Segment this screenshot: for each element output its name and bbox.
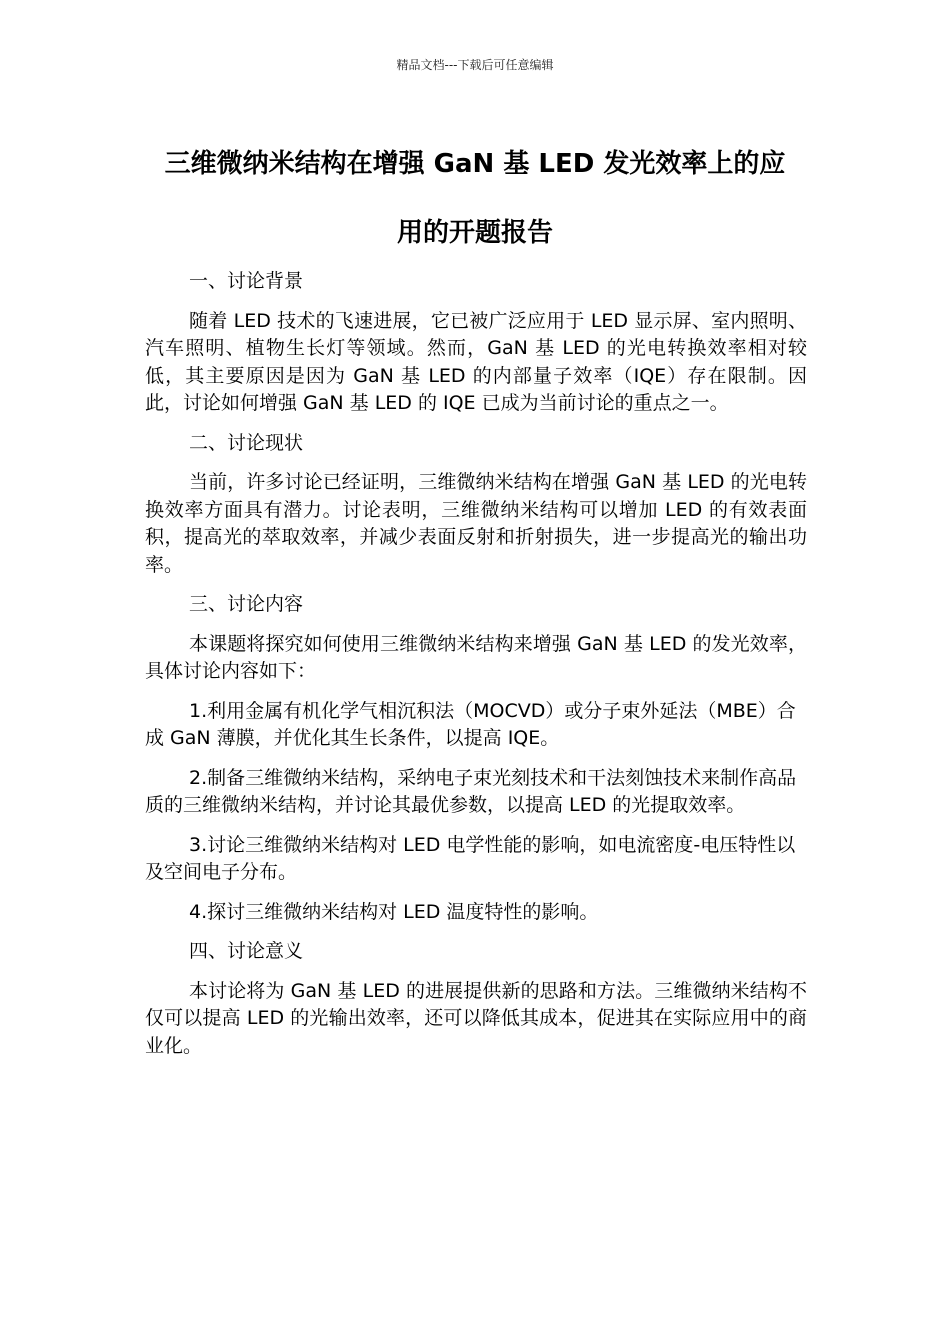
- list-item: 1.利用金属有机化学气相沉积法（MOCVD）或分子束外延法（MBE）合成 GaN 薄膜，并优化其生长条件，以提高 IQE。: [145, 699, 796, 749]
- section-heading-significance: 四、讨论意义: [189, 940, 304, 962]
- list-item: 2.制备三维微纳米结构，采纳电子束光刻技术和干法刻蚀技术来制作高品质的三维微纳米结构，并讨论其最优参数，以提高 LED 的光提取效率。: [145, 766, 797, 816]
- section-paragraph-background: 随着 LED 技术的飞速进展，它已被广泛应用于 LED 显示屏、室内照明、汽车照明、植物生长灯等领域。然而，GaN 基 LED 的光电转换效率相对较低，其主要原因是因为 GaN 基 LED 的内部量子效率（IQE）存在限制。因此，讨论如何增强 GaN 基 LED 的 IQE 已成为当前讨论的重点之一。: [145, 309, 807, 414]
- section-heading-content: 三、讨论内容: [189, 593, 304, 615]
- title-line-1: 三维微纳米结构在增强 GaN 基 LED 发光效率上的应: [164, 149, 786, 179]
- section-paragraph-significance: 本讨论将为 GaN 基 LED 的进展提供新的思路和方法。三维微纳米结构不仅可以提高 LED 的光输出效率，还可以降低其成本，促进其在实际应用中的商业化。: [145, 979, 807, 1057]
- document-body: [145, 268, 807, 1072]
- section-paragraph-status: 当前，许多讨论已经证明，三维微纳米结构在增强 GaN 基 LED 的光电转换效率方面具有潜力。讨论表明，三维微纳米结构可以增加 LED 的有效表面积，提高光的萃取效率，并减少表面反射和折射损失，进一步提高光的输出功率。: [145, 471, 807, 576]
- title-line-2: 用的开题报告: [396, 218, 553, 248]
- section-paragraph-content: 本课题将探究如何使用三维微纳米结构来增强 GaN 基 LED 的发光效率，具体讨论内容如下：: [145, 632, 807, 682]
- header-note: 精品文档---下载后可任意编辑: [396, 58, 554, 72]
- document-title: [140, 130, 810, 268]
- list-item: 3.讨论三维微纳米结构对 LED 电学性能的影响，如电流密度-电压特性以及空间电子分布。: [145, 833, 796, 883]
- section-heading-status: 二、讨论现状: [189, 431, 304, 454]
- list-item: 4.探讨三维微纳米结构对 LED 温度特性的影响。: [189, 900, 599, 923]
- section-heading-background: 一、讨论背景: [189, 270, 304, 292]
